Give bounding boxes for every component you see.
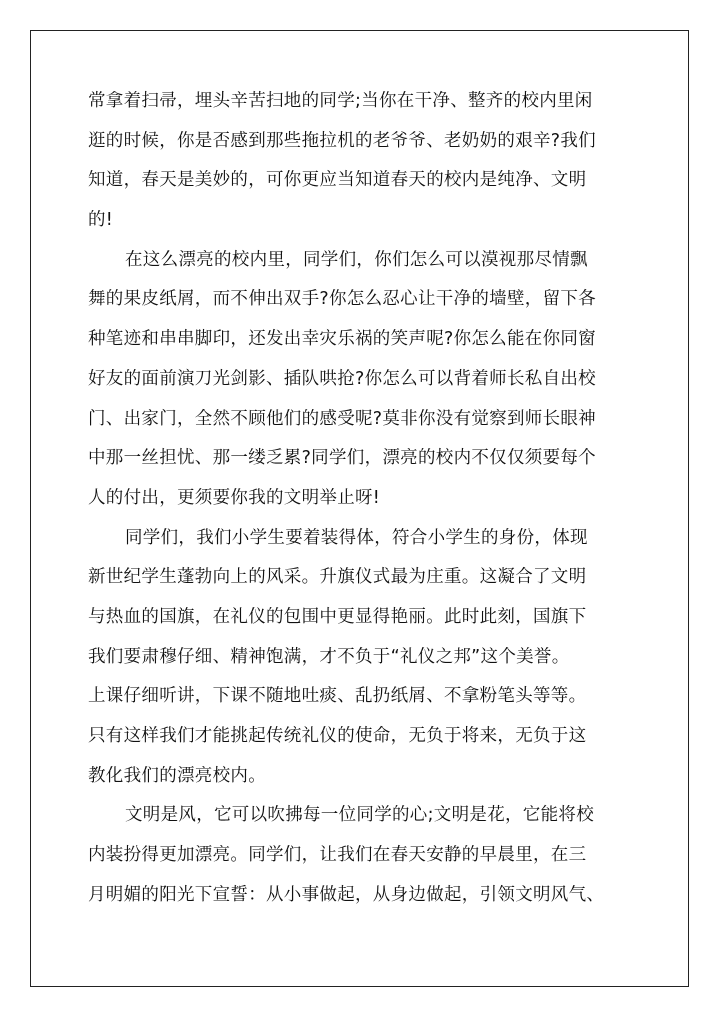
text-line: 人的付出，更须要你我的文明举止呀!: [88, 487, 381, 508]
text-line: 月明媚的阳光下宣誓：从小事做起，从身边做起，引领文明风气、: [88, 884, 605, 905]
document-body: [88, 82, 634, 915]
text-line: 内装扮得更加漂亮。同学们，让我们在春天安静的早晨里，在三: [88, 845, 587, 866]
text-line: 新世纪学生蓬勃向上的风采。升旗仪式最为庄重。这凝合了文明: [88, 567, 587, 588]
text-line: 常拿着扫帚，埋头辛苦扫地的同学;当你在干净、整齐的校内里闲: [88, 91, 593, 111]
text-line: 知道，春天是美妙的，可你更应当知道春天的校内是纯净、文明: [88, 170, 587, 191]
text-line: 逛的时候，你是否感到那些拖拉机的老爷爷、老奶奶的艰辛?我们: [88, 130, 596, 151]
text-line: 种笔迹和串串脚印，还发出幸灾乐祸的笑声呢?你怎么能在你同窗: [88, 329, 596, 350]
text-line-paragraph-start: 同学们，我们小学生要着装得体，符合小学生的身份，体现: [125, 527, 588, 548]
text-line-paragraph-start: 文明是风，它可以吹拂每一位同学的心;文明是花，它能将校: [125, 805, 594, 826]
text-line: 中那一丝担忧、那一缕乏累?同学们，漂亮的校内不仅仅须要每个: [88, 448, 596, 469]
text-line-paragraph-start: 在这么漂亮的校内里，同学们，你们怎么可以漠视那尽情飘: [125, 249, 588, 270]
text-line: 舞的果皮纸屑，而不伸出双手?你怎么忍心让干净的墙壁，留下各: [88, 289, 596, 310]
text-line: 门、出家门，全然不顾他们的感受呢?莫非你没有觉察到师长眼神: [88, 408, 596, 429]
text-line: 只有这样我们才能挑起传统礼仪的使命，无负于将来，无负于这: [88, 726, 587, 746]
text-line: 的!: [88, 210, 114, 231]
text-line: 我们要肃穆仔细、精神饱满，才不负于“礼仪之邦”这个美誉。: [88, 646, 570, 667]
text-line: 上课仔细听讲，下课不随地吐痰、乱扔纸屑、不拿粉笔头等等。: [88, 686, 587, 707]
text-line: 与热血的国旗，在礼仪的包围中更显得艳丽。此时此刻，国旗下: [88, 606, 587, 627]
text-line: 教化我们的漂亮校内。: [88, 765, 266, 786]
text-line: 好友的面前演刀光剑影、插队哄抢?你怎么可以背着师长私自出校: [88, 368, 596, 389]
